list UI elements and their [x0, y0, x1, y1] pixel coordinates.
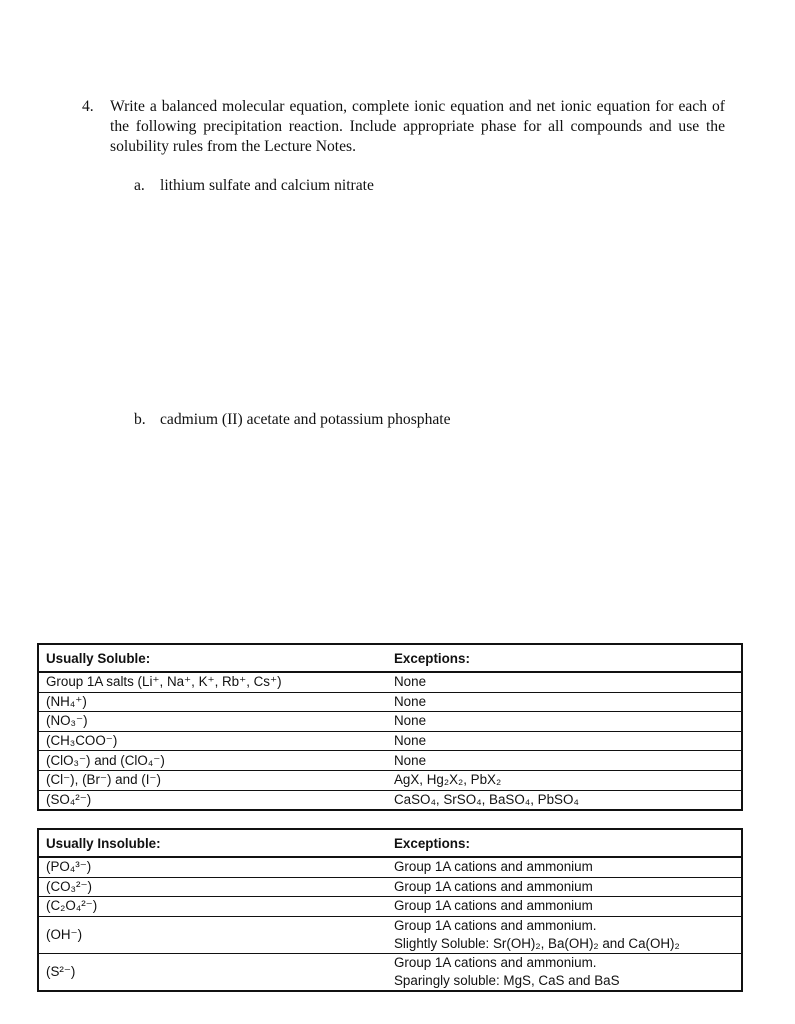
- table-row: [38, 672, 742, 692]
- exception-cell: Group 1A cations and ammonium: [386, 897, 742, 917]
- ion-cell: Group 1A salts (Li⁺, Na⁺, K⁺, Rb⁺, Cs⁺): [38, 672, 386, 692]
- table-row: [38, 751, 742, 771]
- table-row: [38, 857, 742, 877]
- table-row: [38, 916, 742, 953]
- table-row: [38, 770, 742, 790]
- soluble-exceptions-header: Exceptions:: [386, 644, 742, 672]
- exception-cell: None: [386, 712, 742, 732]
- exception-line: Group 1A cations and ammonium.: [394, 917, 597, 933]
- exception-cell: [386, 916, 742, 953]
- table-row: [38, 897, 742, 917]
- ion-cell: (C₂O₄²⁻): [38, 897, 386, 917]
- part-b-text: cadmium (II) acetate and potassium phosphate: [160, 411, 451, 428]
- exception-cell: Group 1A cations and ammonium: [386, 857, 742, 877]
- ion-cell: (OH⁻): [38, 916, 386, 953]
- ion-cell: (ClO₃⁻) and (ClO₄⁻): [38, 751, 386, 771]
- ion-cell: (CO₃²⁻): [38, 877, 386, 897]
- exception-line: Sparingly soluble: MgS, CaS and BaS: [394, 972, 620, 988]
- part-a-text: lithium sulfate and calcium nitrate: [160, 177, 374, 194]
- part-b: [134, 410, 451, 430]
- exception-cell: None: [386, 692, 742, 712]
- table-row: [38, 877, 742, 897]
- exception-cell: None: [386, 751, 742, 771]
- table-row: [38, 712, 742, 732]
- ion-cell: (Cl⁻), (Br⁻) and (I⁻): [38, 770, 386, 790]
- table-row: [38, 731, 742, 751]
- soluble-header: Usually Soluble:: [38, 644, 386, 672]
- table-row: [38, 790, 742, 810]
- question-text: Write a balanced molecular equation, complete ionic equation and net ionic equation for each of the following precipitation reaction. Include appropriate phase for all compounds and use the solubility rules from the Lecture Notes.: [110, 98, 725, 155]
- ion-cell: (SO₄²⁻): [46, 791, 92, 807]
- exception-line: Slightly Soluble: Sr(OH)₂, Ba(OH)₂ and Ca(OH)₂: [394, 935, 680, 951]
- exception-cell: CaSO₄, SrSO₄, BaSO₄, PbSO₄: [394, 791, 579, 807]
- insoluble-exceptions-header: Exceptions:: [386, 829, 742, 857]
- ion-cell: (PO₄³⁻): [38, 857, 386, 877]
- ion-cell: (NH₄⁺): [38, 692, 386, 712]
- table-row: [38, 692, 742, 712]
- insoluble-header: Usually Insoluble:: [38, 829, 386, 857]
- part-b-label: b.: [134, 411, 146, 428]
- exception-cell: AgX, Hg₂X₂, PbX₂: [386, 770, 742, 790]
- exception-cell: [386, 953, 742, 991]
- part-a: [134, 176, 374, 196]
- exception-cell: None: [386, 672, 742, 692]
- ion-cell: (CH₃COO⁻): [38, 731, 386, 751]
- exception-cell: Group 1A cations and ammonium: [386, 877, 742, 897]
- exception-cell: None: [386, 731, 742, 751]
- table-row: [38, 953, 742, 991]
- ion-cell: (NO₃⁻): [38, 712, 386, 732]
- insoluble-rules-table: [37, 828, 743, 992]
- exception-line: Group 1A cations and ammonium.: [394, 954, 597, 970]
- table-header-row: [38, 644, 742, 672]
- ion-cell: (S²⁻): [46, 963, 76, 979]
- question-number: 4.: [82, 98, 94, 115]
- soluble-rules-table: [37, 643, 743, 811]
- part-a-label: a.: [134, 177, 145, 194]
- table-header-row: [38, 829, 742, 857]
